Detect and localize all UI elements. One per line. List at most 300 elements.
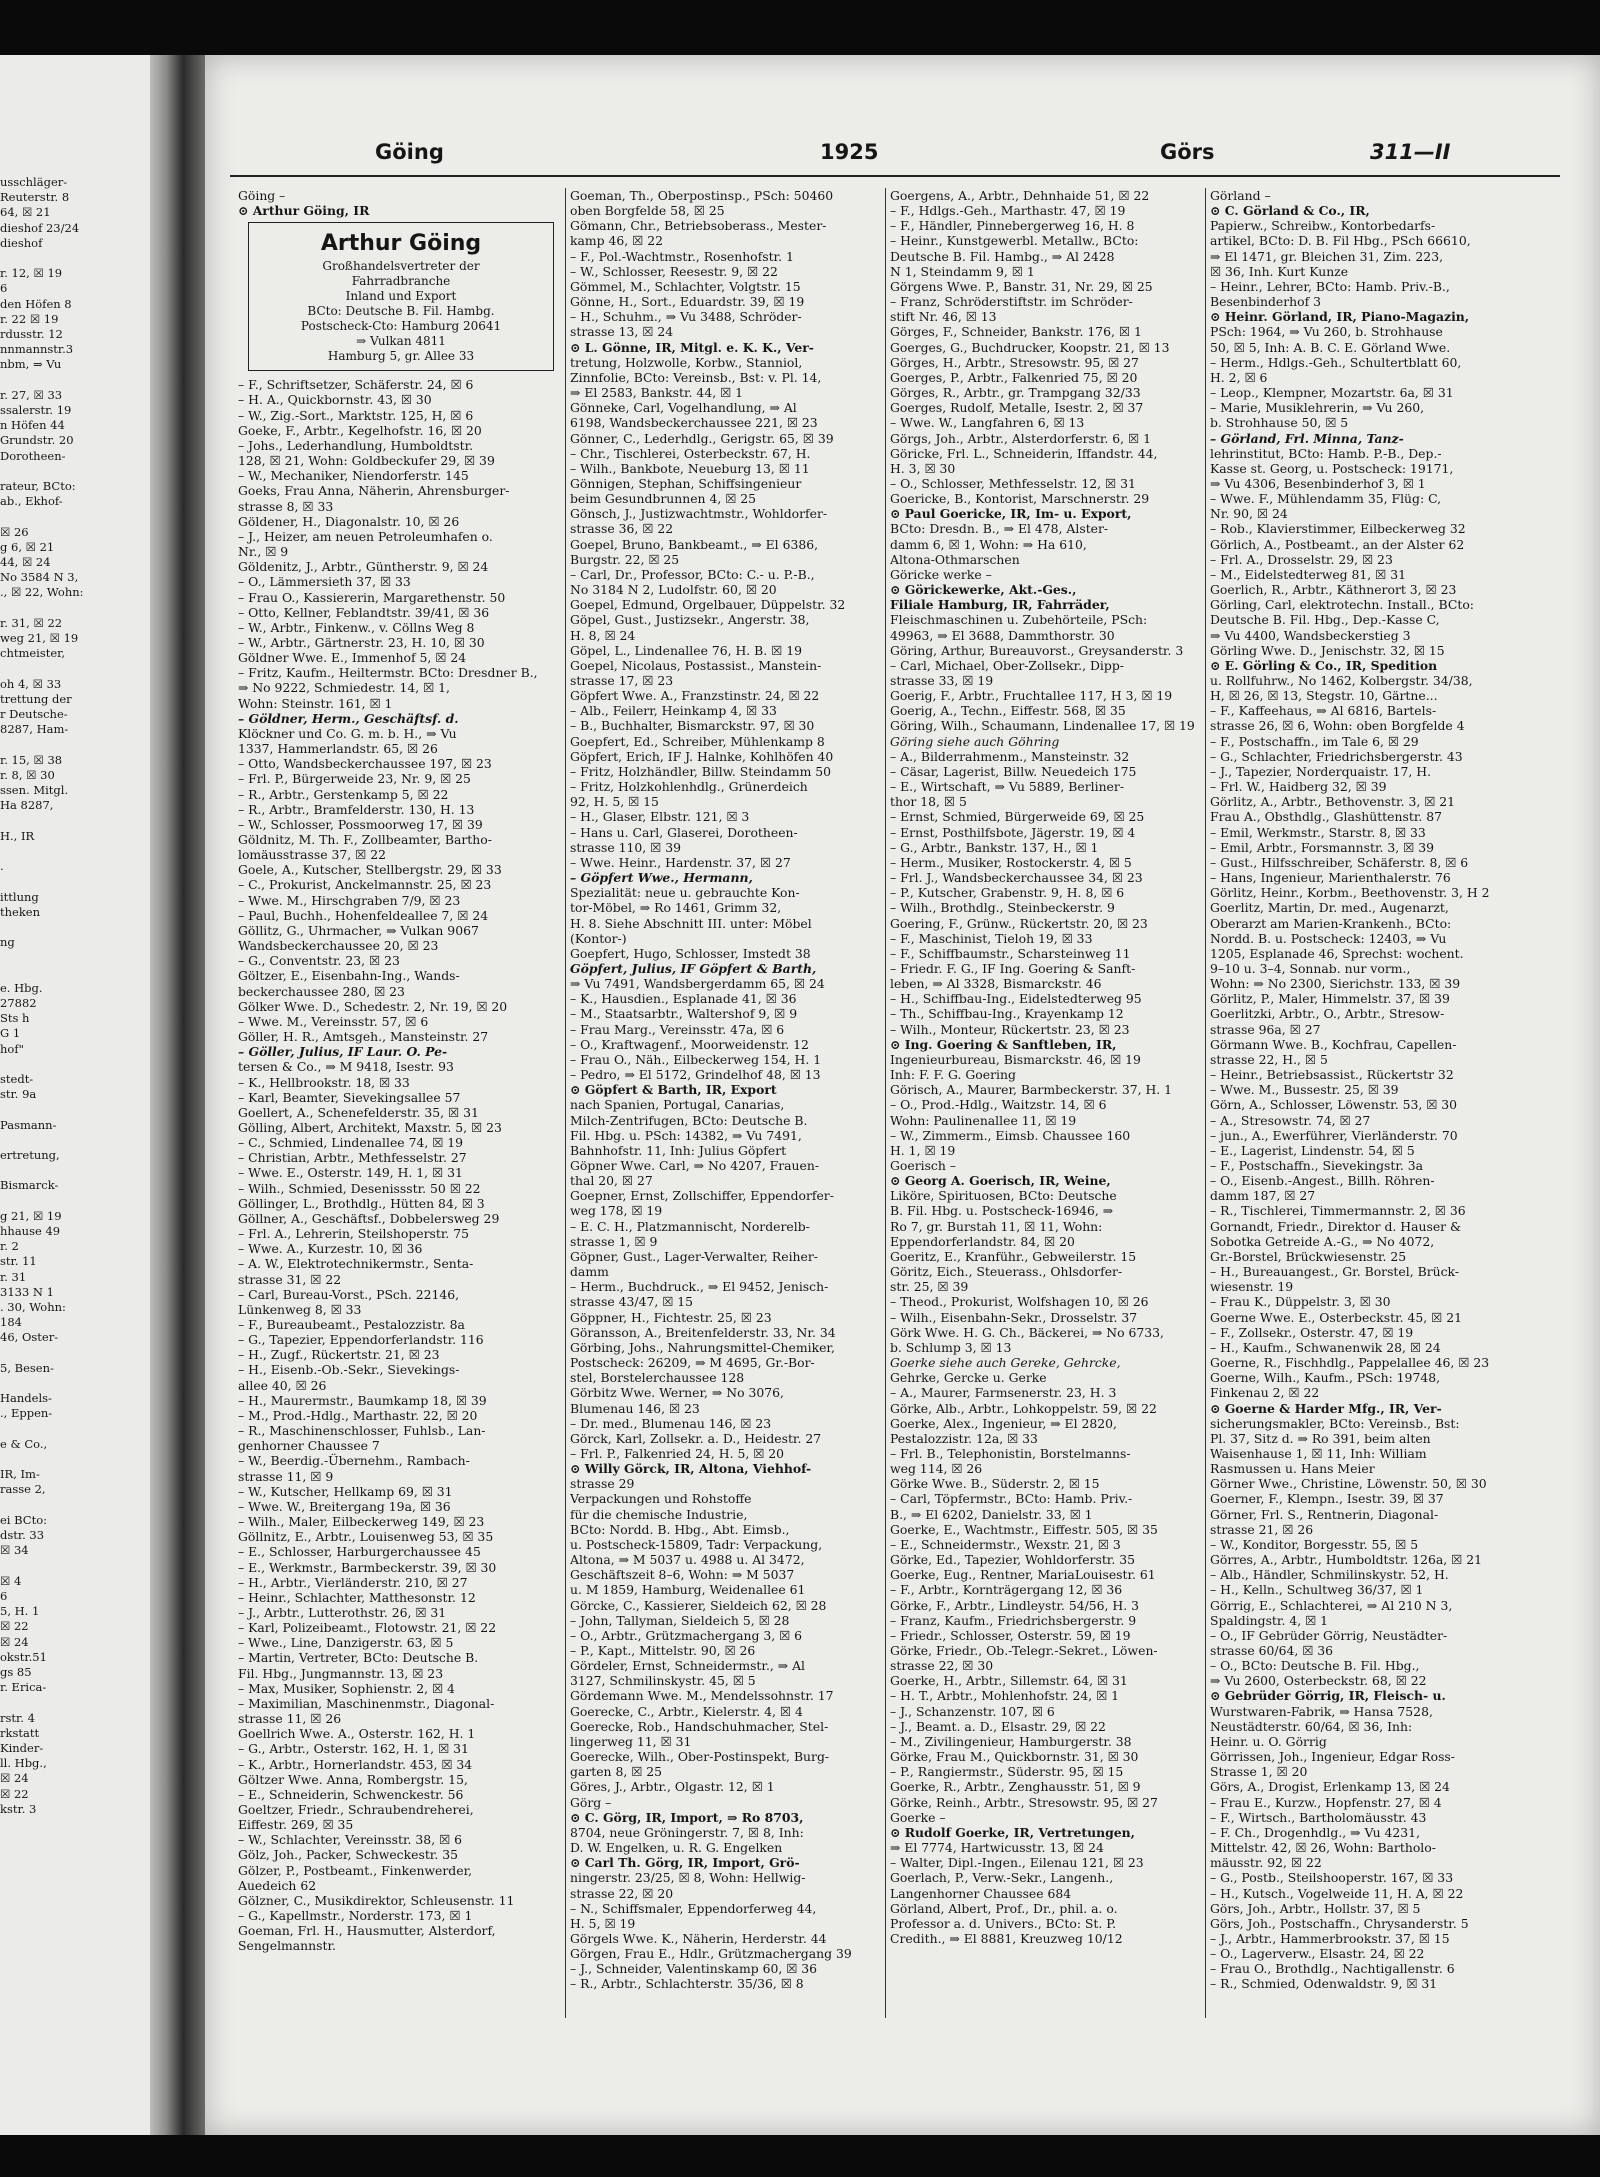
directory-entry: Eiffestr. 269, ☒ 35 (238, 1817, 354, 1833)
directory-entry: Waisenhause 1, ☒ 11, Inh: William (1210, 1445, 1427, 1461)
column-2 (570, 188, 882, 2028)
directory-entry: H. 1, ☒ 19 (890, 1142, 956, 1158)
directory-entry: 9–10 u. 3–4, Sonnab. nur vorm., (1210, 960, 1411, 976)
directory-entry: Görke, Alb., Arbtr., Lohkoppelstr. 59, ☒ 22 (890, 1400, 1157, 1416)
directory-entry: damm 6, ☒ 1, Wohn: ⇒ Ha 610, (890, 536, 1087, 552)
directory-entry: Goepner, Ernst, Zollschiffer, Eppendorfer- (570, 1188, 834, 1204)
directory-entry: – Frau O., Brothdlg., Nachtigallenstr. 6 (1210, 1961, 1455, 1977)
directory-entry: Goerecke, Wilh., Ober-Postinspekt, Burg- (570, 1749, 830, 1765)
directory-entry: beckerchaussee 280, ☒ 23 (238, 983, 405, 999)
directory-entry: – Alb., Händler, Schmilinskystr. 52, H. (1210, 1567, 1449, 1583)
left-fragment-line: nnmannstr.3 (0, 342, 74, 357)
directory-entry: Altona, ⇒ M 5037 u. 4988 u. Al 3472, (570, 1552, 805, 1568)
left-fragment-line: str. 9a (0, 1087, 37, 1102)
directory-entry: – R., Tischlerei, Timmermannstr. 2, ☒ 36 (1210, 1203, 1466, 1219)
directory-entry: Goeltzer, Friedr., Schraubendreherei, (238, 1802, 474, 1817)
directory-entry: strasse 60/64, ☒ 36 (1210, 1643, 1334, 1658)
directory-entry: lomäusstrasse 37, ☒ 22 (238, 847, 386, 863)
left-fragment-line: IR, Im- (0, 1467, 40, 1482)
left-fragment-line (0, 920, 150, 935)
directory-entry: Verpackungen und Rohstoffe (570, 1491, 752, 1507)
directory-entry: – jun., A., Ewerführer, Vierländerstr. 70 (1210, 1127, 1458, 1143)
directory-entry: – Wwe. M., Vereinsstr. 57, ☒ 6 (238, 1013, 429, 1029)
directory-entry: Mittelstr. 42, ☒ 26, Wohn: Bartholo- (1210, 1840, 1436, 1856)
directory-entry: Kasse st. Georg, u. Postscheck: 19171, (1210, 460, 1454, 476)
directory-entry: strasse 43/47, ☒ 15 (570, 1294, 694, 1310)
directory-entry: Görs, A., Drogist, Erlenkamp 13, ☒ 24 (1210, 1779, 1450, 1795)
directory-entry: oben Borgfelde 58, ☒ 25 (570, 203, 725, 219)
left-fragment-line: rasse 2, (0, 1482, 46, 1497)
directory-entry: tretung, Holzwolle, Korbw., Stanniol, (570, 354, 803, 370)
directory-entry: Gehrke, Gercke u. Gerke (890, 1370, 1047, 1386)
left-fragment-line (0, 1695, 150, 1710)
directory-entry: Goerges, G., Buchdrucker, Koopstr. 21, ☒ 13 (890, 339, 1170, 355)
directory-entry: H, ☒ 26, ☒ 13, Stegstr. 10, Gärtne... (1210, 688, 1438, 704)
directory-entry: H. 2, ☒ 6 (1210, 369, 1268, 385)
ad-line: BCto: Deutsche B. Fil. Hambg. (307, 304, 495, 319)
ad-line: Inland und Export (345, 289, 457, 304)
directory-entry: Göring, Wilh., Schaumann, Lindenallee 17, ☒ 19 (890, 718, 1195, 734)
directory-entry: ⊙ Rudolf Goerke, IR, Vertretungen, (890, 1824, 1135, 1840)
directory-entry: lehrinstitut, BCto: Hamb. P.-B., Dep.- (1210, 445, 1442, 461)
directory-entry: – Fritz, Holzhändler, Billw. Steindamm 50 (570, 763, 832, 779)
directory-entry: Goerecke, C., Arbtr., Kielerstr. 4, ☒ 4 (570, 1703, 803, 1719)
directory-entry: – Frau K., Düppelstr. 3, ☒ 30 (1210, 1294, 1391, 1310)
directory-entry: PSch: 1964, ⇒ Vu 260, b. Strohhause (1210, 324, 1443, 340)
directory-entry: Görres, A., Arbtr., Humboldtstr. 126a, ☒ 21 (1210, 1552, 1482, 1568)
page-header (295, 140, 1475, 174)
directory-entry: thor 18, ☒ 5 (890, 794, 967, 810)
directory-entry: – R., Arbtr., Gerstenkamp 5, ☒ 22 (238, 786, 449, 802)
directory-entry: Görs, Joh., Postschaffn., Chrysanderstr. 5 (1210, 1915, 1469, 1931)
directory-entry: – Göpfert Wwe., Hermann, (570, 870, 753, 886)
left-fragment-line: gs 85 (0, 1664, 32, 1679)
directory-entry: strasse 29 (570, 1476, 635, 1492)
directory-entry: – O., Lämmersieth 37, ☒ 33 (238, 574, 411, 590)
directory-entry: – Görland, Frl. Minna, Tanz- (1210, 430, 1404, 446)
left-fragment-line: oh 4, ☒ 33 (0, 676, 62, 691)
directory-entry: Ingenieurbureau, Bismarckstr. 46, ☒ 19 (890, 1051, 1141, 1067)
directory-entry: Görbing, Johs., Nahrungsmittel-Chemiker, (570, 1339, 835, 1355)
left-fragment-line: r. 22 ☒ 19 (0, 311, 59, 326)
left-fragment-line: r. Erica- (0, 1680, 47, 1695)
left-fragment-line: ll. Hbg., (0, 1756, 47, 1771)
directory-entry: – Herm., Musiker, Rostockerstr. 4, ☒ 5 (890, 854, 1132, 870)
left-fragment-line (0, 950, 150, 965)
left-fragment-line: r. 31, ☒ 22 (0, 615, 63, 630)
directory-entry: H. 3, ☒ 30 (890, 460, 956, 476)
directory-entry: – Otto, Kellner, Feblandtstr. 39/41, ☒ 36 (238, 604, 490, 620)
directory-entry: b. Strohhause 50, ☒ 5 (1210, 415, 1349, 431)
left-fragment-line (0, 738, 150, 753)
directory-entry: 50, ☒ 5, Inh: A. B. C. E. Görland Wwe. (1210, 339, 1451, 355)
directory-entry: – M., Prod.-Hdlg., Marthastr. 22, ☒ 20 (238, 1407, 478, 1423)
directory-entry: – W., Mechaniker, Niendorferstr. 145 (238, 468, 469, 484)
directory-entry: – Wwe. F., Mühlendamm 35, Flüg: C, (1210, 491, 1442, 507)
directory-entry: – J., Schanzenstr. 107, ☒ 6 (890, 1703, 1055, 1719)
directory-entry: – Frau Marg., Vereinsstr. 47a, ☒ 6 (570, 1021, 785, 1037)
directory-entry: – Walter, Dipl.-Ingen., Eilenau 121, ☒ 23 (890, 1855, 1144, 1871)
directory-entry: Gr.-Borstel, Brückwiesenstr. 25 (1210, 1248, 1407, 1264)
left-fragment-line: Kinder- (0, 1740, 44, 1755)
directory-entry: Göres, J., Arbtr., Olgastr. 12, ☒ 1 (570, 1779, 775, 1795)
directory-entry: – H., Kaufm., Schwanenwik 28, ☒ 24 (1210, 1339, 1441, 1355)
directory-entry: Göldner Wwe. E., Immenhof 5, ☒ 24 (238, 650, 467, 666)
directory-entry: Göpel, Gust., Justizsekr., Angerstr. 38, (570, 612, 810, 628)
left-fragment-line: ☒ 34 (0, 1543, 29, 1558)
directory-entry: Goepel, Bruno, Bankbeamt., ⇒ El 6386, (570, 536, 819, 552)
directory-entry: Spezialität: neue u. gebrauchte Kon- (570, 885, 800, 901)
directory-entry: Görcke, C., Kassierer, Sieldeich 62, ☒ 28 (570, 1597, 827, 1613)
directory-entry: – C., Schmied, Lindenallee 74, ☒ 19 (238, 1135, 464, 1151)
directory-entry: Görbitz Wwe. Werner, ⇒ No 3076, (570, 1385, 784, 1401)
left-fragment-line: rateur, BCto: (0, 479, 76, 494)
left-fragment-line: weg 21, ☒ 19 (0, 631, 79, 646)
directory-entry: Liköre, Spirituosen, BCto: Deutsche (890, 1188, 1117, 1204)
directory-entry: Wandsbeckerchaussee 20, ☒ 23 (238, 938, 439, 954)
directory-entry: Goerne, R., Fischhdlg., Pappelallee 46, ☒ 23 (1210, 1355, 1490, 1371)
left-fragment-line: r. 31 (0, 1269, 27, 1284)
left-fragment-line (0, 1558, 150, 1573)
directory-entry: strasse 8, ☒ 33 (238, 498, 334, 514)
left-fragment-line: 6 (0, 281, 8, 296)
directory-entry: Ro 7, gr. Burstah 11, ☒ 11, Wohn: (890, 1218, 1103, 1234)
directory-entry: Goerlitz, Martin, Dr. med., Augenarzt, (1210, 900, 1449, 916)
directory-entry: ⇒ El 2583, Bankstr. 44, ☒ 1 (570, 385, 744, 401)
directory-entry: Gölzner, C., Musikdirektor, Schleusenstr. 11 (238, 1892, 515, 1908)
directory-entry: – E., Schlosser, Harburgerchaussee 45 (238, 1544, 481, 1560)
directory-entry: kamp 46, ☒ 22 (570, 233, 663, 249)
directory-entry: – F., Kaffeehaus, ⇒ Al 6816, Bartels- (1210, 703, 1437, 719)
directory-entry: – G., Kapellmstr., Norderstr. 173, ☒ 1 (238, 1908, 473, 1924)
left-fragment-line: e & Co., (0, 1436, 48, 1451)
directory-entry: – Martin, Vertreter, BCto: Deutsche B. (238, 1650, 479, 1666)
directory-entry: N 1, Steindamm 9, ☒ 1 (890, 263, 1035, 279)
directory-entry: strasse 33, ☒ 19 (890, 673, 994, 688)
directory-entry: – H., Arbtr., Vierländerstr. 210, ☒ 27 (238, 1574, 468, 1590)
advertisement-box (248, 222, 554, 371)
directory-entry: Sobotka Getreide A.-G., ⇒ No 4072, (1210, 1233, 1435, 1249)
directory-entry: Goerner, F., Klempn., Isestr. 39, ☒ 37 (1210, 1491, 1444, 1507)
directory-entry: strasse 13, ☒ 24 (570, 324, 674, 340)
left-fragment-line (0, 1422, 150, 1437)
left-fragment-line (0, 1376, 150, 1391)
left-fragment-line: Sts h (0, 1011, 30, 1026)
left-fragment-line (0, 814, 150, 829)
directory-entry: Gömmel, M., Schlachter, Volgtstr. 15 (570, 278, 801, 294)
directory-entry: Görland – (1210, 188, 1271, 203)
directory-entry: garten 8, ☒ 25 (570, 1764, 663, 1780)
left-fragment-line: ☒ 24 (0, 1634, 29, 1649)
directory-entry: – Karl, Polizeibeamt., Flotowstr. 21, ☒ 22 (238, 1620, 497, 1636)
directory-entry: Göppner, H., Fichtestr. 25, ☒ 23 (570, 1309, 772, 1325)
directory-entry: strasse 11, ☒ 26 (238, 1711, 342, 1727)
left-fragment-line: n Höfen 44 (0, 418, 65, 433)
directory-entry: ⊙ C. Görland & Co., IR, (1210, 203, 1370, 219)
directory-entry: Görck, Karl, Zollsekr. a. D., Heidestr. 27 (570, 1430, 822, 1446)
directory-entry: u. M 1859, Hamburg, Weidenallee 61 (570, 1582, 806, 1598)
directory-entry: – Emil, Werkmstr., Starstr. 8, ☒ 33 (1210, 824, 1426, 840)
directory-entry: u. Postscheck-15809, Tadr: Verpackung, (570, 1536, 823, 1552)
directory-entry: Göricke, Frl. L., Schneiderin, Iffandstr. 44, (890, 445, 1158, 461)
directory-entry: – F., Schriftsetzer, Schäferstr. 24, ☒ 6 (238, 377, 474, 393)
directory-entry: – F., Postschaffn., Sievekingstr. 3a (1210, 1158, 1424, 1173)
directory-entry: – K., Arbtr., Hornerlandstr. 453, ☒ 34 (238, 1756, 473, 1772)
column-1 (238, 188, 560, 2028)
directory-entry: Goering, F., Grünw., Rückertstr. 20, ☒ 23 (890, 915, 1148, 931)
directory-entry: Gönnigen, Stephan, Schiffsingenieur (570, 475, 802, 491)
directory-entry: Goerlich, R., Arbtr., Käthnerort 3, ☒ 23 (1210, 582, 1457, 598)
directory-entry: Görling, Carl, elektrotechn. Install., BCto: (1210, 597, 1474, 613)
directory-entry: Nordd. B. u. Postscheck: 12403, ⇒ Vu (1210, 930, 1447, 946)
directory-entry: Göpner Wwe. Carl, ⇒ No 4207, Frauen- (570, 1158, 820, 1173)
directory-entry: genhorner Chaussee 7 (238, 1438, 380, 1454)
directory-entry: Goerke, E., Wachtmstr., Eiffestr. 505, ☒ 35 (890, 1521, 1158, 1537)
directory-entry: Gölker Wwe. D., Schedestr. 2, Nr. 19, ☒ 20 (238, 998, 508, 1014)
left-fragment-line: rkstatt (0, 1725, 40, 1740)
directory-entry: Gördemann Wwe. M., Mendelssohnstr. 17 (570, 1688, 834, 1704)
directory-entry: H. 8. Siehe Abschnitt III. unter: Möbel (570, 915, 812, 931)
directory-entry: Göpner, Gust., Lager-Verwalter, Reiher- (570, 1248, 818, 1264)
directory-entry: Filiale Hamburg, IR, Fahrräder, (890, 597, 1110, 613)
directory-entry: Göltzer, E., Eisenbahn-Ing., Wands- (238, 968, 460, 984)
left-fragment-line: g 21, ☒ 19 (0, 1208, 62, 1223)
directory-entry: – W., Zig.-Sort., Marktstr. 125, H, ☒ 6 (238, 407, 474, 423)
directory-entry: Goerisch – (890, 1158, 956, 1173)
left-fragment-line: Ha 8287, (0, 798, 54, 813)
directory-entry: – H., Schuhm., ⇒ Vu 3488, Schröder- (570, 309, 802, 325)
left-fragment-line: ssen. Mitgl. (0, 783, 69, 798)
directory-entry: – Heinr., Lehrer, BCto: Hamb. Priv.-B., (1210, 278, 1450, 294)
directory-entry: 1337, Hammerlandstr. 65, ☒ 26 (238, 741, 438, 757)
directory-entry: – H., Eisenb.-Ob.-Sekr., Sievekings- (238, 1362, 460, 1378)
directory-entry: – Wwe. W., Langfahren 6, ☒ 13 (890, 415, 1085, 431)
left-fragment-line: ab., Ekhof- (0, 494, 63, 509)
directory-entry: ⊙ Gebrüder Görrig, IR, Fleisch- u. (1210, 1688, 1446, 1704)
directory-entry: – Hans, Ingenieur, Marienthalerstr. 76 (1210, 870, 1451, 886)
directory-entry: – Karl, Beamter, Sievekingsallee 57 (238, 1089, 461, 1105)
directory-entry: Göldnitz, M. Th. F., Zollbeamter, Bartho- (238, 832, 492, 847)
directory-entry: – J., Heizer, am neuen Petroleumhafen o. (238, 528, 493, 544)
directory-entry: ⊙ Georg A. Goerisch, IR, Weine, (890, 1173, 1111, 1189)
directory-entry: – Ernst, Posthilfsbote, Jägerstr. 19, ☒ 4 (890, 824, 1136, 840)
directory-entry: strasse 36, ☒ 22 (570, 521, 674, 537)
directory-entry: ⇒ Vu 2600, Osterbeckstr. 68, ☒ 22 (1210, 1673, 1427, 1689)
directory-entry: Fleischmaschinen u. Zubehörteile, PSch: (890, 612, 1148, 628)
directory-entry: Gölz, Joh., Packer, Schweckestr. 35 (238, 1847, 459, 1863)
directory-entry: – Carl, Michael, Ober-Zollsekr., Dipp- (890, 657, 1124, 673)
directory-entry: Görmann Wwe. B., Kochfrau, Capellen- (1210, 1036, 1457, 1052)
directory-entry: – O., Schlosser, Methfesselstr. 12, ☒ 31 (890, 475, 1136, 491)
directory-entry: – Wwe. W., Breitergang 19a, ☒ 36 (238, 1498, 451, 1514)
directory-entry: Göldenitz, J., Arbtr., Güntherstr. 9, ☒ 24 (238, 559, 489, 575)
directory-entry: Göransson, A., Breitenfelderstr. 33, Nr. 34 (570, 1324, 836, 1340)
directory-columns (238, 188, 1568, 2028)
directory-entry: – H., Glaser, Elbstr. 121, ☒ 3 (570, 809, 750, 825)
directory-entry: ⇒ Vu 7491, Wandsbergerdamm 65, ☒ 24 (570, 976, 825, 992)
left-fragment-line (0, 464, 150, 479)
directory-entry: Goeke, F., Arbtr., Kegelhofstr. 16, ☒ 20 (238, 422, 482, 438)
directory-entry: – G., Conventstr. 23, ☒ 23 (238, 953, 400, 969)
left-fragment-line: 8287, Ham- (0, 722, 69, 737)
directory-entry: – E., Lagerist, Lindenstr. 54, ☒ 5 (1210, 1142, 1415, 1158)
directory-entry: 49963, ⇒ El 3688, Dammthorstr. 30 (890, 627, 1115, 643)
directory-entry: str. 25, ☒ 39 (890, 1279, 969, 1295)
directory-entry: – Alb., Feilerr, Heinkamp 4, ☒ 33 (570, 703, 777, 719)
left-fragment-line: hhause 49 (0, 1224, 61, 1239)
directory-entry: – F., Händler, Pinnebergerweg 16, H. 8 (890, 218, 1135, 234)
left-fragment-line: hof" (0, 1041, 24, 1056)
directory-entry: Goeks, Frau Anna, Näherin, Ahrensburger- (238, 483, 510, 499)
directory-entry: Postscheck: 26209, ⇒ M 4695, Gr.-Bor- (570, 1355, 815, 1371)
directory-entry: – H., Kelln., Schultweg 36/37, ☒ 1 (1210, 1582, 1424, 1598)
directory-entry: – H. A., Quickbornstr. 43, ☒ 30 (238, 392, 432, 408)
left-fragment-line: r Deutsche- (0, 707, 68, 722)
directory-entry: Gönne, H., Sort., Eduardstr. 39, ☒ 19 (570, 294, 805, 310)
left-fragment-line: 184 (0, 1315, 22, 1330)
directory-entry: Görlich, A., Postbeamt., an der Alster 62 (1210, 536, 1465, 552)
directory-entry: – E., Schneiderin, Schwenckestr. 56 (238, 1786, 464, 1802)
directory-entry: Goerig, A., Techn., Eiffestr. 568, ☒ 35 (890, 703, 1126, 719)
directory-entry: – W., Arbtr., Finkenw., v. Cöllns Weg 8 (238, 619, 475, 635)
directory-entry: Gönsch, J., Justizwachtmstr., Wohldorfer- (570, 506, 828, 522)
directory-entry: Goerlach, P., Verw.-Sekr., Langenh., (890, 1870, 1114, 1886)
directory-entry: nach Spanien, Portugal, Canarias, (570, 1097, 785, 1113)
directory-entry: Fil. Hbg. u. PSch: 14382, ⇒ Vu 7491, (570, 1127, 802, 1143)
directory-entry: Görner, Frl. S., Rentnerin, Diagonal- (1210, 1506, 1439, 1522)
directory-entry: – Friedr., Schlosser, Osterstr. 59, ☒ 19 (890, 1627, 1131, 1643)
directory-entry: – Herm., Hdlgs.-Geh., Schultertblatt 60, (1210, 354, 1462, 370)
directory-entry: – G., Arbtr., Bankstr. 137, H., ☒ 1 (890, 839, 1099, 855)
directory-entry: Göricke werke – (890, 566, 992, 582)
directory-entry: Burgstr. 22, ☒ 25 (570, 551, 680, 567)
directory-entry: strasse 17, ☒ 23 (570, 673, 674, 688)
directory-entry: Görgs, Joh., Arbtr., Alsterdorferstr. 6, ☒ 1 (890, 430, 1151, 446)
directory-entry: Görke Wwe. B., Süderstr. 2, ☒ 15 (890, 1476, 1100, 1492)
directory-entry: sicherungsmakler, BCto: Vereinsb., Bst: (1210, 1415, 1460, 1431)
left-fragment-line: 6 (0, 1588, 8, 1603)
directory-entry: strasse 26, ☒ 6, Wohn: oben Borgfelde 4 (1210, 718, 1465, 734)
header-year: 1925 (820, 140, 879, 164)
directory-entry: – Pedro, ⇒ El 5172, Grindelhof 48, ☒ 13 (570, 1067, 821, 1083)
directory-entry: – H., Kutsch., Vogelweide 11, H. A, ☒ 22 (1210, 1885, 1464, 1901)
directory-entry: damm 187, ☒ 27 (1210, 1188, 1316, 1204)
directory-entry: – F., Hdlgs.-Geh., Marthastr. 47, ☒ 19 (890, 203, 1126, 219)
left-fragment-line (0, 601, 150, 616)
directory-entry: B. Fil. Hbg. u. Postscheck-16946, ⇒ (890, 1203, 1114, 1219)
directory-entry: ningerstr. 23/25, ☒ 8, Wohn: Hellwig- (570, 1870, 806, 1886)
directory-entry: für die chemische Industrie, (570, 1506, 748, 1522)
directory-entry: – F., Bureaubeamt., Pestalozzistr. 8a (238, 1317, 465, 1332)
directory-entry: – Fritz, Kaufm., Heiltermstr. BCto: Dresdner B., (238, 665, 538, 681)
left-fragment-line: No 3584 N 3, (0, 570, 79, 585)
left-fragment-line: 27882 (0, 995, 37, 1010)
directory-entry: Göllnitz, E., Arbtr., Louisenweg 53, ☒ 35 (238, 1529, 494, 1545)
directory-entry: – Frau O., Näh., Eilbeckerweg 154, H. 1 (570, 1051, 822, 1067)
directory-entry: Blumenau 146, ☒ 23 (570, 1400, 700, 1416)
directory-entry: Nr. 90, ☒ 24 (1210, 506, 1288, 522)
directory-entry: – Leop., Klempner, Mozartstr. 6a, ☒ 31 (1210, 385, 1454, 401)
left-fragment-line (0, 966, 150, 981)
directory-entry: – W., Schlosser, Reesestr. 9, ☒ 22 (570, 263, 778, 279)
directory-entry: Wohn: Steinstr. 161, ☒ 1 (238, 695, 393, 711)
directory-entry: strasse 1, ☒ 9 (570, 1233, 658, 1249)
directory-entry: lingerweg 11, ☒ 31 (570, 1733, 692, 1749)
directory-entry: – M., Staatsarbtr., Waltershof 9, ☒ 9 (570, 1006, 798, 1022)
left-fragment-line (0, 251, 150, 266)
directory-entry: Görlitz, P., Maler, Himmelstr. 37, ☒ 39 (1210, 991, 1450, 1007)
directory-entry: Görlitz, Heinr., Korbm., Beethovenstr. 3, H 2 (1210, 885, 1490, 901)
left-fragment-line: r. 12, ☒ 19 (0, 266, 63, 281)
directory-entry: strasse 22, H., ☒ 5 (1210, 1051, 1328, 1067)
column-4 (1210, 188, 1536, 2028)
directory-entry: – E., Werkmstr., Barmbeckerstr. 39, ☒ 30 (238, 1559, 497, 1575)
directory-entry: strasse 96a, ☒ 27 (1210, 1021, 1321, 1037)
left-fragment-line: ei BCto: (0, 1512, 48, 1527)
directory-entry: damm (570, 1264, 609, 1280)
directory-entry: – H. T., Arbtr., Mohlenhofstr. 24, ☒ 1 (890, 1688, 1120, 1704)
ad-line: Hamburg 5, gr. Allee 33 (327, 349, 475, 364)
directory-entry: Eppendorferlandstr. 84, ☒ 20 (890, 1233, 1075, 1249)
directory-entry: – Friedr. F. G., IF Ing. Goering & Sanft- (890, 960, 1136, 976)
directory-entry: Göpfert, Erich, IF J. Halnke, Kohlhöfen 40 (570, 748, 834, 764)
directory-entry: – Frl. P., Falkenried 24, H. 5, ☒ 20 (570, 1445, 785, 1461)
directory-entry: – Frl. P., Bürgerweide 23, Nr. 9, ☒ 25 (238, 771, 471, 787)
left-fragment-line: 64, ☒ 21 (0, 205, 51, 220)
directory-entry: – Heinr., Schlachter, Matthesonstr. 12 (238, 1589, 476, 1605)
left-fragment-line: r. 8, ☒ 30 (0, 767, 55, 782)
directory-entry: Görke, Friedr., Ob.-Telegr.-Sekret., Löwen- (890, 1643, 1158, 1658)
directory-entry: tersen & Co., ⇒ M 9418, Isestr. 93 (238, 1059, 454, 1075)
directory-entry: leben, ⇒ Al 3328, Bismarckstr. 46 (890, 976, 1102, 992)
directory-entry: Görgels Wwe. K., Näherin, Herderstr. 44 (570, 1930, 827, 1946)
directory-entry: u. Rollfuhrw., No 1462, Kolbergstr. 34/38, (1210, 673, 1473, 688)
directory-entry: Goerke, Eug., Rentner, MariaLouisestr. 61 (890, 1567, 1156, 1583)
directory-entry: – K., Hausdien., Esplanade 41, ☒ 36 (570, 991, 797, 1007)
left-fragment-line: 44, ☒ 24 (0, 555, 51, 570)
directory-entry: Görke, Ed., Tapezier, Wohldorferstr. 35 (890, 1552, 1136, 1568)
directory-entry: Göllitz, G., Uhrmacher, ⇒ Vulkan 9067 (238, 922, 479, 938)
left-fragment-line (0, 1133, 150, 1148)
directory-entry: – John, Tallyman, Sieldeich 5, ☒ 28 (570, 1612, 790, 1628)
directory-entry: Göller, H. R., Amtsgeh., Mansteinstr. 27 (238, 1029, 489, 1045)
left-fragment-line: 5, Besen- (0, 1360, 54, 1375)
directory-entry: – Frl. A., Drosselstr. 29, ☒ 23 (1210, 551, 1393, 567)
left-fragment-line: Grundstr. 20 (0, 433, 74, 448)
directory-entry: allee 40, ☒ 26 (238, 1377, 327, 1393)
left-fragment-line: r. 27, ☒ 33 (0, 387, 63, 402)
left-fragment-line (0, 662, 150, 677)
left-page-text (0, 55, 150, 1817)
directory-entry: Langenhorner Chaussee 684 (890, 1885, 1072, 1901)
header-left-word: Göing (375, 140, 444, 164)
directory-entry: – Fritz, Holzkohlenhdlg., Grünerdeich (570, 779, 808, 795)
directory-entry: (Kontor-) (570, 930, 627, 946)
left-fragment-line (0, 1102, 150, 1117)
left-fragment-line: ☒ 24 (0, 1771, 29, 1786)
directory-entry: – Theod., Prokurist, Wolfshagen 10, ☒ 26 (890, 1294, 1149, 1310)
directory-entry: Görke, Reinh., Arbtr., Stresowstr. 95, ☒ 27 (890, 1794, 1158, 1810)
directory-entry: Goerig, F., Arbtr., Fruchtallee 117, H 3, ☒ 19 (890, 688, 1173, 704)
directory-entry: BCto: Nordd. B. Hbg., Abt. Eimsb., (570, 1521, 790, 1537)
directory-entry: ⊙ Goerne & Harder Mfg., IR, Ver- (1210, 1400, 1442, 1416)
directory-entry: – H., Schiffbau-Ing., Eidelstedterweg 95 (890, 991, 1142, 1007)
directory-entry: ⇒ El 7774, Hartwicusstr. 13, ☒ 24 (890, 1840, 1104, 1856)
directory-entry: – O., Lagerverw., Elsastr. 24, ☒ 22 (1210, 1946, 1425, 1962)
directory-entry: – K., Hellbrookstr. 18, ☒ 33 (238, 1074, 410, 1090)
directory-entry: Göpel, L., Lindenallee 76, H. B. ☒ 19 (570, 642, 802, 658)
directory-entry: Görges, F., Schneider, Bankstr. 176, ☒ 1 (890, 324, 1142, 340)
